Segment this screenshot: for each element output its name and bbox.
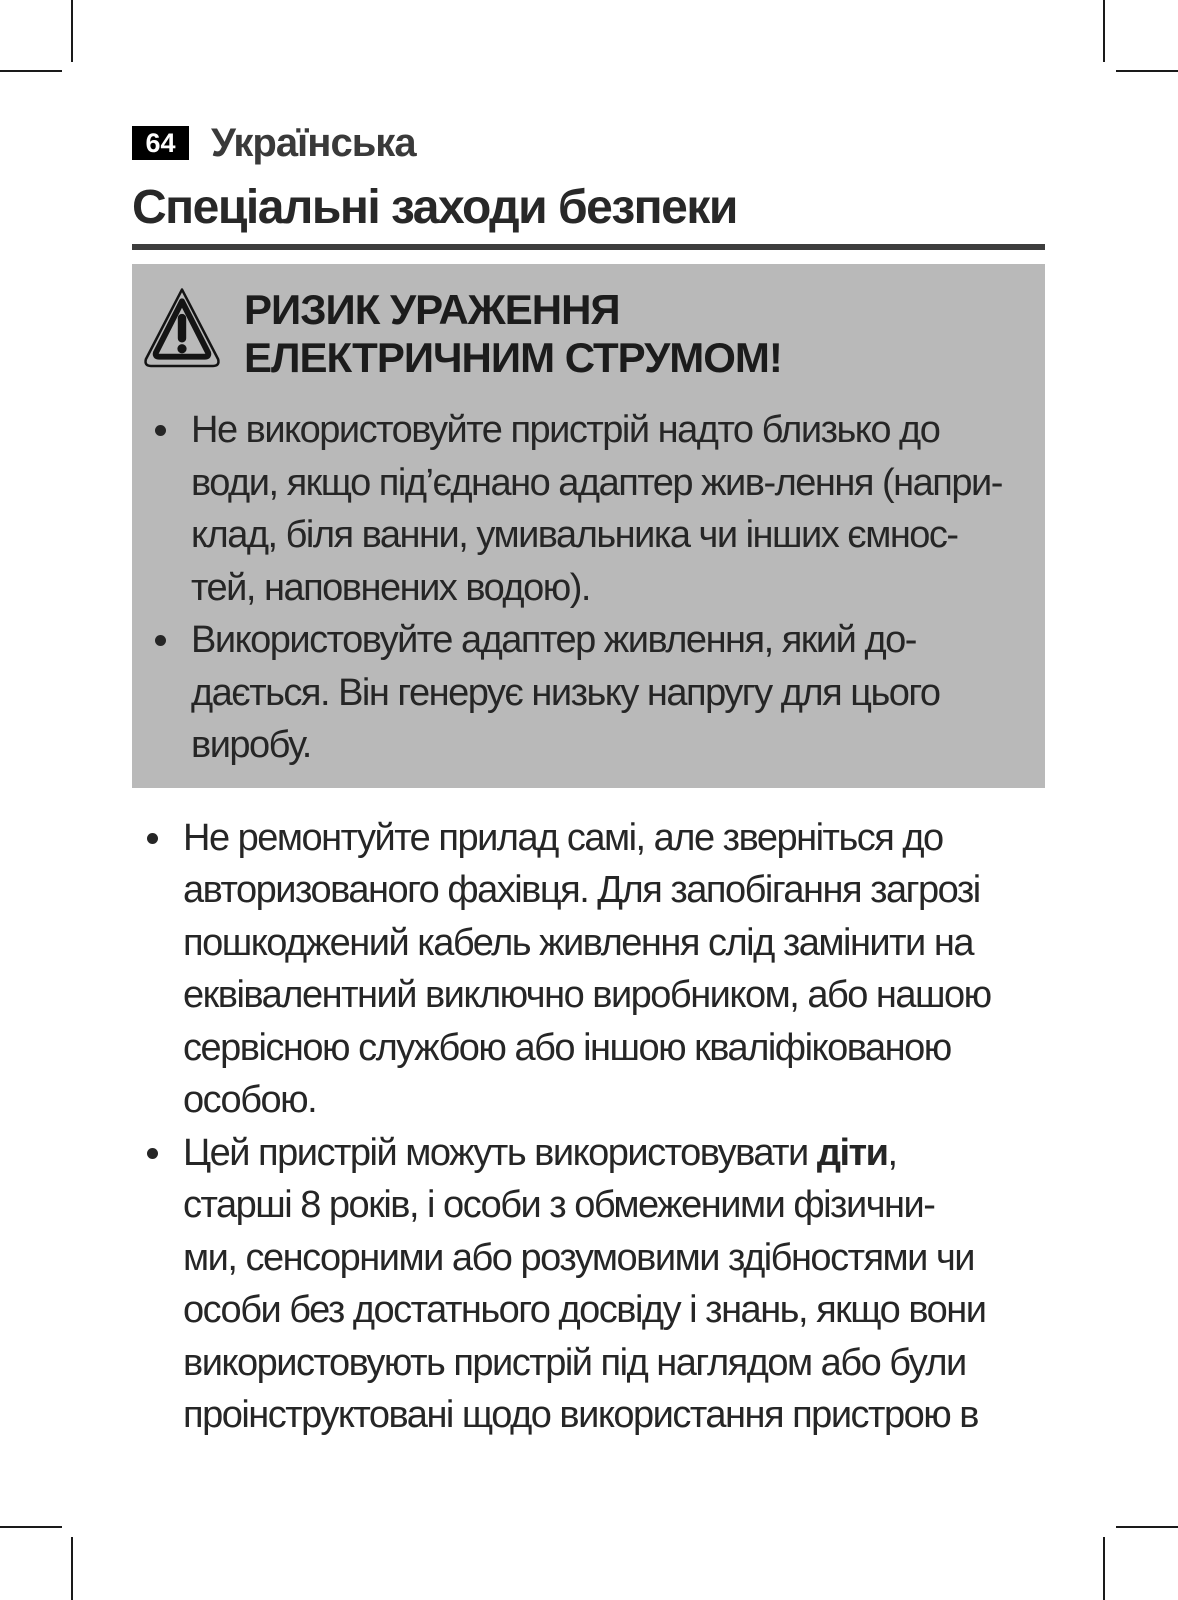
text-line: еквівалентний виключно виробником, або нашою bbox=[183, 974, 991, 1016]
warning-panel bbox=[132, 264, 1045, 788]
text-line: води, якщо під’єднано адаптер жив-лення (напри- bbox=[191, 461, 1002, 504]
text-line: особи без достатнього досвіду і знань, якщо вони bbox=[183, 1289, 986, 1331]
crop-mark-bottom-left-vertical bbox=[71, 1537, 73, 1600]
page-number-badge: 64 bbox=[132, 126, 189, 160]
text-line: пошкоджений кабель живлення слід замінити на bbox=[183, 921, 973, 964]
bullet-dot bbox=[155, 425, 166, 436]
bullet-dot bbox=[147, 1148, 158, 1159]
manual-page bbox=[132, 121, 1045, 1442]
crop-mark-top-left-vertical bbox=[71, 0, 73, 62]
text-line: сервісною службою або іншою кваліфікованою bbox=[183, 1026, 951, 1069]
text-line: Цей пристрій можуть використовувати діти, bbox=[183, 1131, 897, 1174]
text-line: старші 8 років, і особи з обмеженими фізични- bbox=[183, 1184, 935, 1226]
warning-heading bbox=[244, 284, 782, 382]
text-line: авторизованого фахівця. Для запобігання загрозі bbox=[183, 869, 980, 911]
body-bullet-list bbox=[132, 812, 1045, 1442]
language-heading: Українська bbox=[211, 121, 416, 165]
list-item bbox=[132, 1127, 1045, 1442]
page-header bbox=[132, 121, 1045, 165]
bullet-text bbox=[191, 404, 1045, 614]
warning-triangle-icon bbox=[140, 284, 224, 374]
bullet-text bbox=[183, 1127, 1045, 1442]
text-line: використовують пристрій під наглядом або були bbox=[183, 1341, 966, 1384]
crop-mark-top-left-horizontal bbox=[0, 70, 62, 72]
bullet-text bbox=[191, 614, 1045, 772]
crop-mark-bottom-left-horizontal bbox=[0, 1526, 62, 1528]
text-line: особою. bbox=[183, 1079, 317, 1121]
text-line: клад, біля ванни, умивальника чи інших ємнос- bbox=[191, 514, 958, 556]
text-line: Не використовуйте пристрій надто близько до bbox=[191, 409, 940, 451]
list-item bbox=[132, 812, 1045, 1127]
warning-heading-line-1: РИЗИК УРАЖЕННЯ bbox=[244, 286, 620, 333]
crop-mark-top-right-vertical bbox=[1103, 0, 1105, 62]
text-line: виробу. bbox=[191, 724, 311, 766]
crop-mark-bottom-right-horizontal bbox=[1116, 1526, 1178, 1528]
text-line: Використовуйте адаптер живлення, який до- bbox=[191, 619, 916, 661]
text-line: проінструктовані щодо використання пристрою в bbox=[183, 1394, 978, 1436]
list-item bbox=[140, 404, 1045, 614]
bullet-dot bbox=[147, 833, 158, 844]
text-line: ми, сенсорними або розумовими здібностями чи bbox=[183, 1236, 974, 1279]
text-line: тей, наповнених водою). bbox=[191, 566, 590, 609]
bullet-text bbox=[183, 812, 1045, 1127]
crop-mark-bottom-right-vertical bbox=[1103, 1537, 1105, 1600]
bullet-dot bbox=[155, 635, 166, 646]
text-line: дається. Він генерує низьку напругу для цього bbox=[191, 671, 940, 714]
title-rule bbox=[132, 244, 1045, 250]
page-title: Спеціальні заходи безпеки bbox=[132, 181, 737, 234]
list-item bbox=[140, 614, 1045, 772]
warning-header bbox=[140, 284, 1045, 382]
text-line: Не ремонтуйте прилад самі, але зверніться до bbox=[183, 816, 943, 859]
crop-mark-top-right-horizontal bbox=[1116, 70, 1178, 72]
warning-bullet-list bbox=[140, 404, 1045, 772]
warning-heading-line-2: ЕЛЕКТРИЧНИМ СТРУМОМ! bbox=[244, 334, 782, 381]
